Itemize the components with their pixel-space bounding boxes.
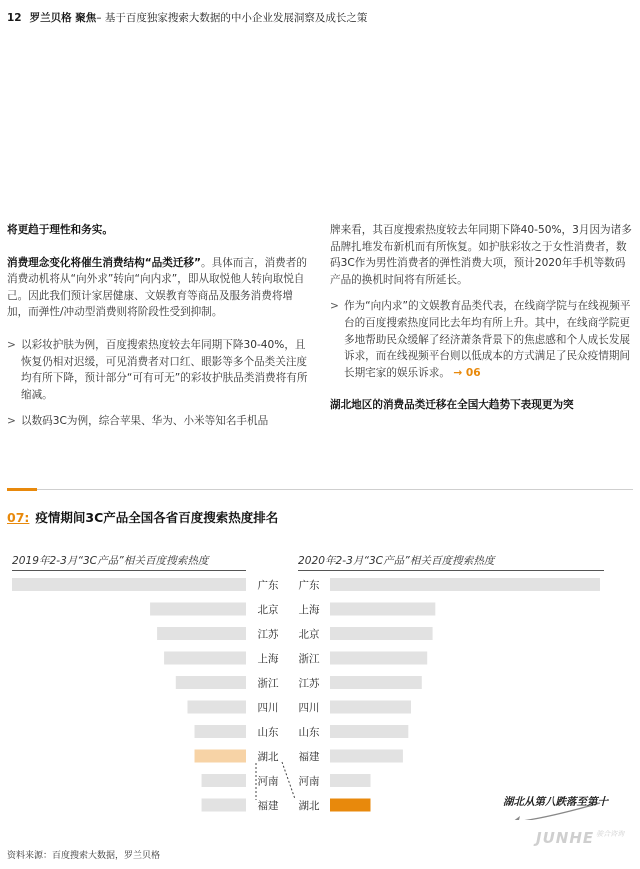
left-bullet-1-text: 以彩妆护肤为例，百度搜索热度较去年同期下降30-40%，且恢复仍相对迟缓，可见消费者对口红、眼影等多个品类关注度均有所下降，预计部分“可有可无”的彩妆护肤品类消费将有所缩减。 — [21, 338, 308, 401]
section-divider — [7, 489, 633, 490]
source-note: 资料来源：百度搜索大数据，罗兰贝格 — [7, 851, 161, 861]
bar-2019-3 — [164, 652, 246, 665]
left-paragraph-2-rest: 。具体而言，消费者的消费动机将从“向外求”转向“向内求”，即从取悦他人转向取悦自己。因此我们预计家居健康、文娱教育等商品及服务消费将增加，而弹性/冲动型消费则将阶段性受到抑制。 — [7, 256, 307, 319]
right-paragraph-1: 牌来看，其百度搜索热度较去年同期下降40-50%，3月因为诸多品牌扎堆发布新机而有所恢复。如护肤彩妆之于女性消费者，数码3C作为男性消费者的弹性消费大项，预计2020年手机等数码产品的换机时间将有所延长。 — [330, 224, 632, 286]
label-2019-4: 浙江 — [257, 677, 279, 690]
left-column — [7, 222, 310, 430]
bar-2020-2 — [330, 627, 433, 640]
label-2020-5: 四川 — [298, 702, 320, 714]
left-bullet-2 — [7, 413, 310, 430]
chart-left-title: 2019年2-3月“3C产品”相关百度搜索热度 — [12, 555, 209, 567]
label-2020-1: 上海 — [298, 604, 320, 616]
chart-area — [0, 570, 640, 820]
bar-2019-2 — [157, 627, 246, 640]
highlight-connector-dashed — [282, 762, 295, 799]
label-2019-9: 福建 — [257, 800, 279, 812]
bar-2019-9 — [202, 799, 246, 812]
left-paragraph-2 — [7, 255, 310, 321]
header-brand: 罗兰贝格 聚焦 — [29, 12, 97, 24]
chart-annotation: 湖北从第八跌落至第十 — [503, 796, 608, 808]
chart-right-title: 2020年2-3月“3C产品”相关百度搜索热度 — [298, 555, 495, 567]
label-2020-6: 山东 — [298, 726, 320, 739]
bar-2019-4 — [176, 676, 246, 689]
label-2020-8: 河南 — [298, 775, 320, 788]
label-2019-5: 四川 — [257, 702, 279, 714]
section-divider-accent — [7, 488, 37, 491]
logo-text: JUNHE — [536, 829, 595, 847]
figure-number: 07: — [7, 510, 30, 525]
label-2020-0: 广东 — [298, 579, 320, 592]
bar-2020-0 — [330, 578, 600, 591]
annotation-arrow-head — [512, 816, 520, 820]
bar-2019-5 — [188, 701, 247, 714]
label-2019-3: 上海 — [257, 653, 279, 665]
bar-2019-0 — [12, 578, 246, 591]
label-2020-9: 湖北 — [298, 800, 320, 812]
figure-title — [7, 508, 278, 526]
bar-2019-6 — [195, 725, 246, 738]
bar-2020-9 — [330, 799, 371, 812]
chapter-link[interactable]: → 06 — [453, 366, 481, 379]
page-header — [7, 10, 367, 25]
bar-2019-8 — [202, 774, 246, 787]
left-paragraph-1: 将更趋于理性和务实。 — [7, 224, 113, 236]
bullet-mark: > — [330, 300, 339, 313]
bar-2019-7 — [195, 750, 246, 763]
label-2019-1: 北京 — [257, 604, 279, 616]
bar-2019-1 — [150, 603, 246, 616]
left-bullet-1 — [7, 337, 310, 403]
logo-sub: 骏合咨询 — [596, 830, 625, 838]
label-2019-7: 湖北 — [257, 751, 279, 763]
left-paragraph-2-bold: 消费理念变化将催生消费结构“品类迁移” — [7, 256, 202, 269]
watermark-logo — [536, 829, 624, 847]
label-2019-0: 广东 — [257, 579, 279, 592]
right-column — [330, 222, 633, 414]
bar-2020-6 — [330, 725, 408, 738]
label-2020-7: 福建 — [298, 751, 320, 763]
bar-2020-4 — [330, 676, 422, 689]
right-bullet-1 — [330, 298, 633, 381]
left-bullet-2-text: 以数码3C为例，综合苹果、华为、小米等知名手机品 — [21, 415, 269, 428]
bar-2020-8 — [330, 774, 371, 787]
label-2020-3: 浙江 — [298, 653, 320, 665]
label-2019-6: 山东 — [257, 726, 279, 739]
bar-2020-1 — [330, 603, 435, 616]
figure-title-text: 疫情期间3C产品全国各省百度搜索热度排名 — [35, 510, 279, 525]
label-2019-8: 河南 — [257, 775, 279, 788]
bar-2020-7 — [330, 750, 403, 763]
right-bullet-1-text: 作为“向内求”的文娱教育品类代表，在线商学院与在线视频平台的百度搜索热度同比去年均有所上升。其中，在线商学院更多地帮助民众缓解了经济萧条背景下的焦虑感和个人成长发展诉求，而在线视频平台则以低成本的方式满足了民众疫情期间长期宅家的娱乐诉求。 — [344, 300, 631, 379]
bullet-mark: > — [7, 338, 16, 351]
bar-2020-5 — [330, 701, 411, 714]
label-2019-2: 江苏 — [257, 628, 279, 641]
bar-2020-3 — [330, 652, 427, 665]
page-number: 12 — [7, 12, 22, 24]
label-2020-2: 北京 — [298, 628, 320, 641]
right-paragraph-2: 湖北地区的消费品类迁移在全国大趋势下表现更为突 — [330, 399, 574, 412]
bullet-mark: > — [7, 415, 16, 428]
label-2020-4: 江苏 — [298, 677, 320, 690]
header-title: – 基于百度独家搜索大数据的中小企业发展洞察及成长之策 — [96, 12, 368, 24]
